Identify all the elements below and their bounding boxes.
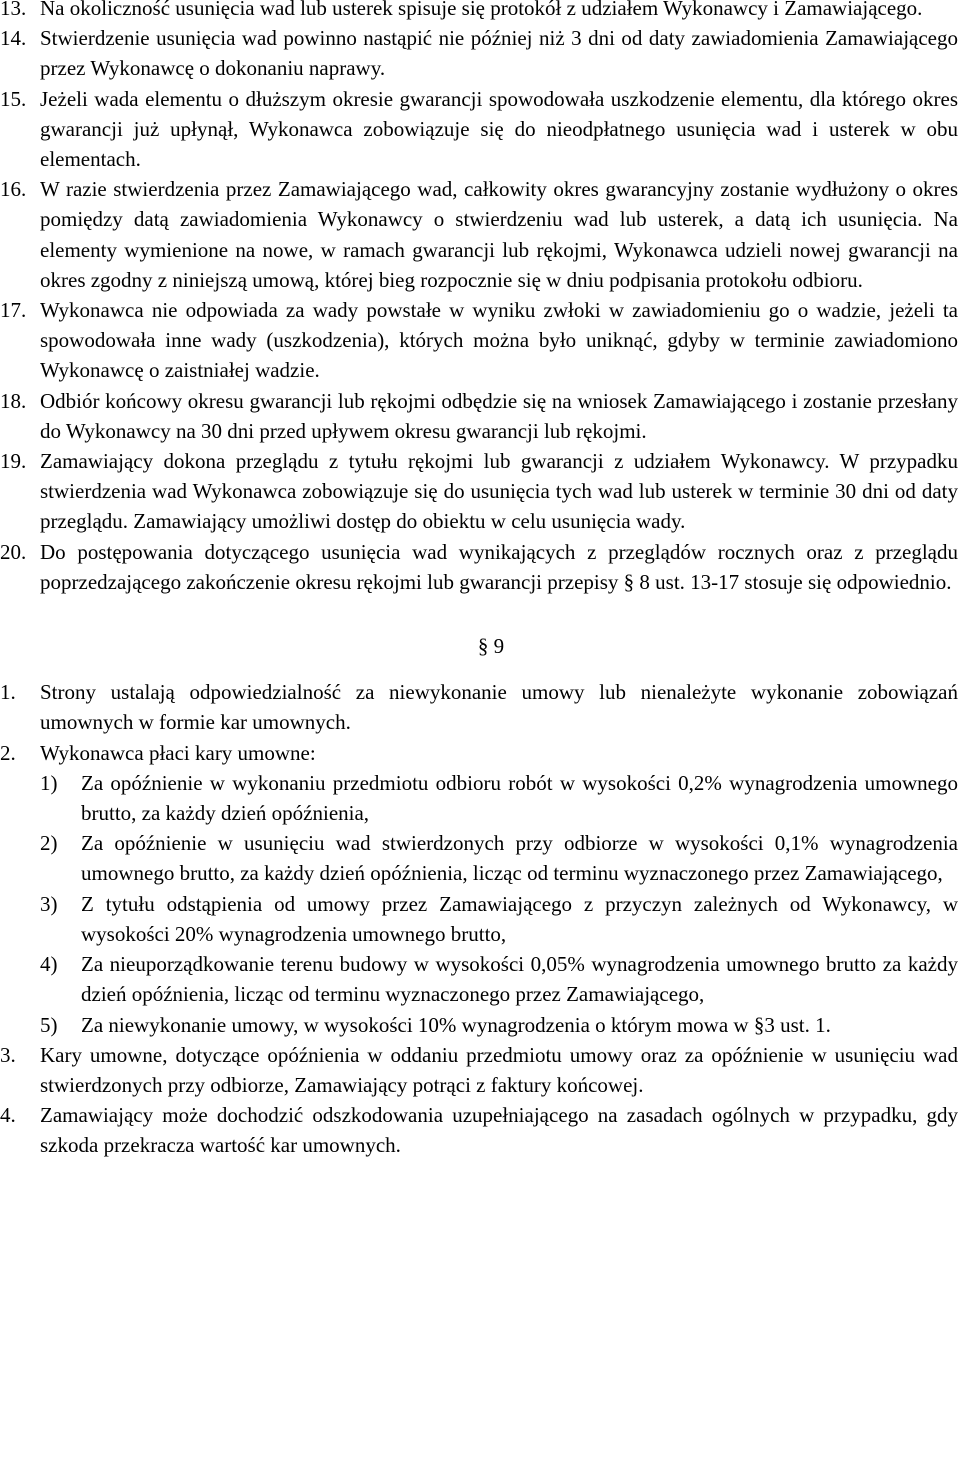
clause-16 — [0, 174, 958, 295]
penalty-item-4 — [0, 949, 958, 1009]
clause-number: 13. — [0, 0, 27, 20]
section-clause-3 — [0, 1040, 958, 1100]
clause-18 — [0, 386, 958, 446]
penalty-number: 2) — [40, 831, 58, 856]
clause-14 — [0, 23, 958, 83]
clause-20 — [0, 537, 958, 597]
clause-text: Do postępowania dotyczącego usunięcia wad wynikających z przeglądów rocznych oraz z przeglądu poprzedzającego zakończenie okresu rękojmi lub gwarancji przepisy § 8 ust. 13-17 stosuje się odpowiednio. — [40, 539, 958, 594]
penalty-number: 1) — [40, 770, 58, 795]
penalty-item-3 — [0, 889, 958, 949]
clause-text: Odbiór końcowy okresu gwarancji lub rękojmi odbędzie się na wniosek Zamawiającego i zostanie przesłany do Wykonawcy na 30 dni przed upływem okresu gwarancji lub rękojmi. — [40, 388, 958, 443]
clause-number: 16. — [0, 177, 27, 202]
section-clause-4 — [0, 1100, 958, 1160]
clause-number: 3. — [0, 1042, 16, 1067]
penalty-number: 5) — [40, 1012, 58, 1037]
clause-number: 15. — [0, 86, 27, 111]
clause-number: 18. — [0, 388, 27, 413]
penalty-text: Za opóźnienie w wykonaniu przedmiotu odbioru robót w wysokości 0,2% wynagrodzenia umownego brutto, za każdy dzień opóźnienia, — [81, 770, 958, 826]
clause-number: 1. — [0, 680, 16, 705]
clause-text: Stwierdzenie usunięcia wad powinno nastąpić nie później niż 3 dni od daty zawiadomienia Zamawiającego przez Wykonawcę o dokonaniu naprawy. — [40, 26, 958, 81]
penalty-item-1 — [0, 768, 958, 828]
clause-number: 19. — [0, 449, 27, 474]
clause-text: Strony ustalają odpowiedzialność za niewykonanie umowy lub nienależyte wykonanie zobowiązań umownych w formie kar umownych. — [40, 680, 958, 735]
clause-number: 14. — [0, 26, 27, 51]
clause-text: Wykonawca nie odpowiada za wady powstałe w wyniku zwłoki w zawiadomieniu go o wadzie, jeżeli ta spowodowała inne wady (uszkodzenia), których można było uniknąć, gdyby w terminie zawiadomiono Wykonawcę o zaistniałej wadzie. — [40, 298, 958, 383]
penalty-item-5 — [0, 1010, 958, 1040]
penalty-text: Za niewykonanie umowy, w wysokości 10% wynagrodzenia o którym mowa w §3 ust. 1. — [81, 1012, 831, 1037]
clause-number: 2. — [0, 740, 16, 765]
penalty-item-2 — [0, 828, 958, 888]
clause-text: Jeżeli wada elementu o dłuższym okresie gwarancji spowodowała uszkodzenie elementu, dla którego okres gwarancji już upłynął, Wykonawca zobowiązuje się do nieodpłatnego usunięcia wad i usterek w obu elementach. — [40, 86, 958, 172]
penalty-text: Za opóźnienie w usunięciu wad stwierdzonych przy odbiorze w wysokości 0,1% wynagrodzenia umownego brutto, za każdy dzień opóźnienia, licząc od terminu wyznaczonego przez Zamawiającego, — [81, 831, 958, 886]
clause-text: Zamawiający dokona przeglądu z tytułu rękojmi lub gwarancji z udziałem Wykonawcy. W przypadku stwierdzenia wad Wykonawca zobowiązuje się do usunięcia tych wad lub usterek w terminie 30 dni od daty przeglądu. Zamawiający umożliwi dostęp do obiektu w celu usunięcia wady. — [40, 449, 958, 534]
section-heading: § 9 — [477, 634, 505, 659]
penalty-number: 3) — [40, 891, 58, 916]
penalty-number: 4) — [40, 952, 58, 977]
clause-15 — [0, 84, 958, 175]
section-clause-2 — [0, 738, 958, 768]
section-clause-1 — [0, 677, 958, 737]
clause-text: Zamawiający może dochodzić odszkodowania uzupełniającego na zasadach ogólnych w przypadku, gdy szkoda przekracza wartość kar umownych. — [40, 1103, 958, 1158]
clause-13 — [0, 0, 958, 23]
clause-17 — [0, 295, 958, 386]
clause-number: 17. — [0, 298, 27, 323]
penalty-text: Za nieuporządkowanie terenu budowy w wysokości 0,05% wynagrodzenia umownego brutto za każdy dzień opóźnienia, licząc od terminu wyznaczonego przez Zamawiającego, — [81, 952, 958, 1007]
clause-text: W razie stwierdzenia przez Zamawiającego wad, całkowity okres gwarancyjny zostanie wydłużony o okres pomiędzy datą zawiadomienia Wykonawcy o stwierdzeniu wad lub usterek, a datą ich usunięcia. Na elementy wymienione na nowe, w ramach gwarancji lub rękojmi, Wykonawca udzieli nowej gwarancji na okres zgodny z niniejszą umową, której bieg rozpocznie się w dniu podpisania protokołu odbioru. — [40, 177, 958, 292]
clause-number: 4. — [0, 1103, 16, 1128]
clause-19 — [0, 446, 958, 537]
penalty-text: Z tytułu odstąpienia od umowy przez Zamawiającego z przyczyn zależnych od Wykonawcy, w wysokości 20% wynagrodzenia umownego brutto, — [81, 891, 958, 946]
clause-text: Na okoliczność usunięcia wad lub usterek spisuje się protokół z udziałem Wykonawcy i Zamawiającego. — [40, 0, 923, 20]
clause-text: Wykonawca płaci kary umowne: — [40, 740, 316, 765]
clause-text: Kary umowne, dotyczące opóźnienia w oddaniu przedmiotu umowy oraz za opóźnienie w usunięciu wad stwierdzonych przy odbiorze, Zamawiający potrąci z faktury końcowej. — [40, 1042, 958, 1097]
clause-number: 20. — [0, 539, 27, 564]
